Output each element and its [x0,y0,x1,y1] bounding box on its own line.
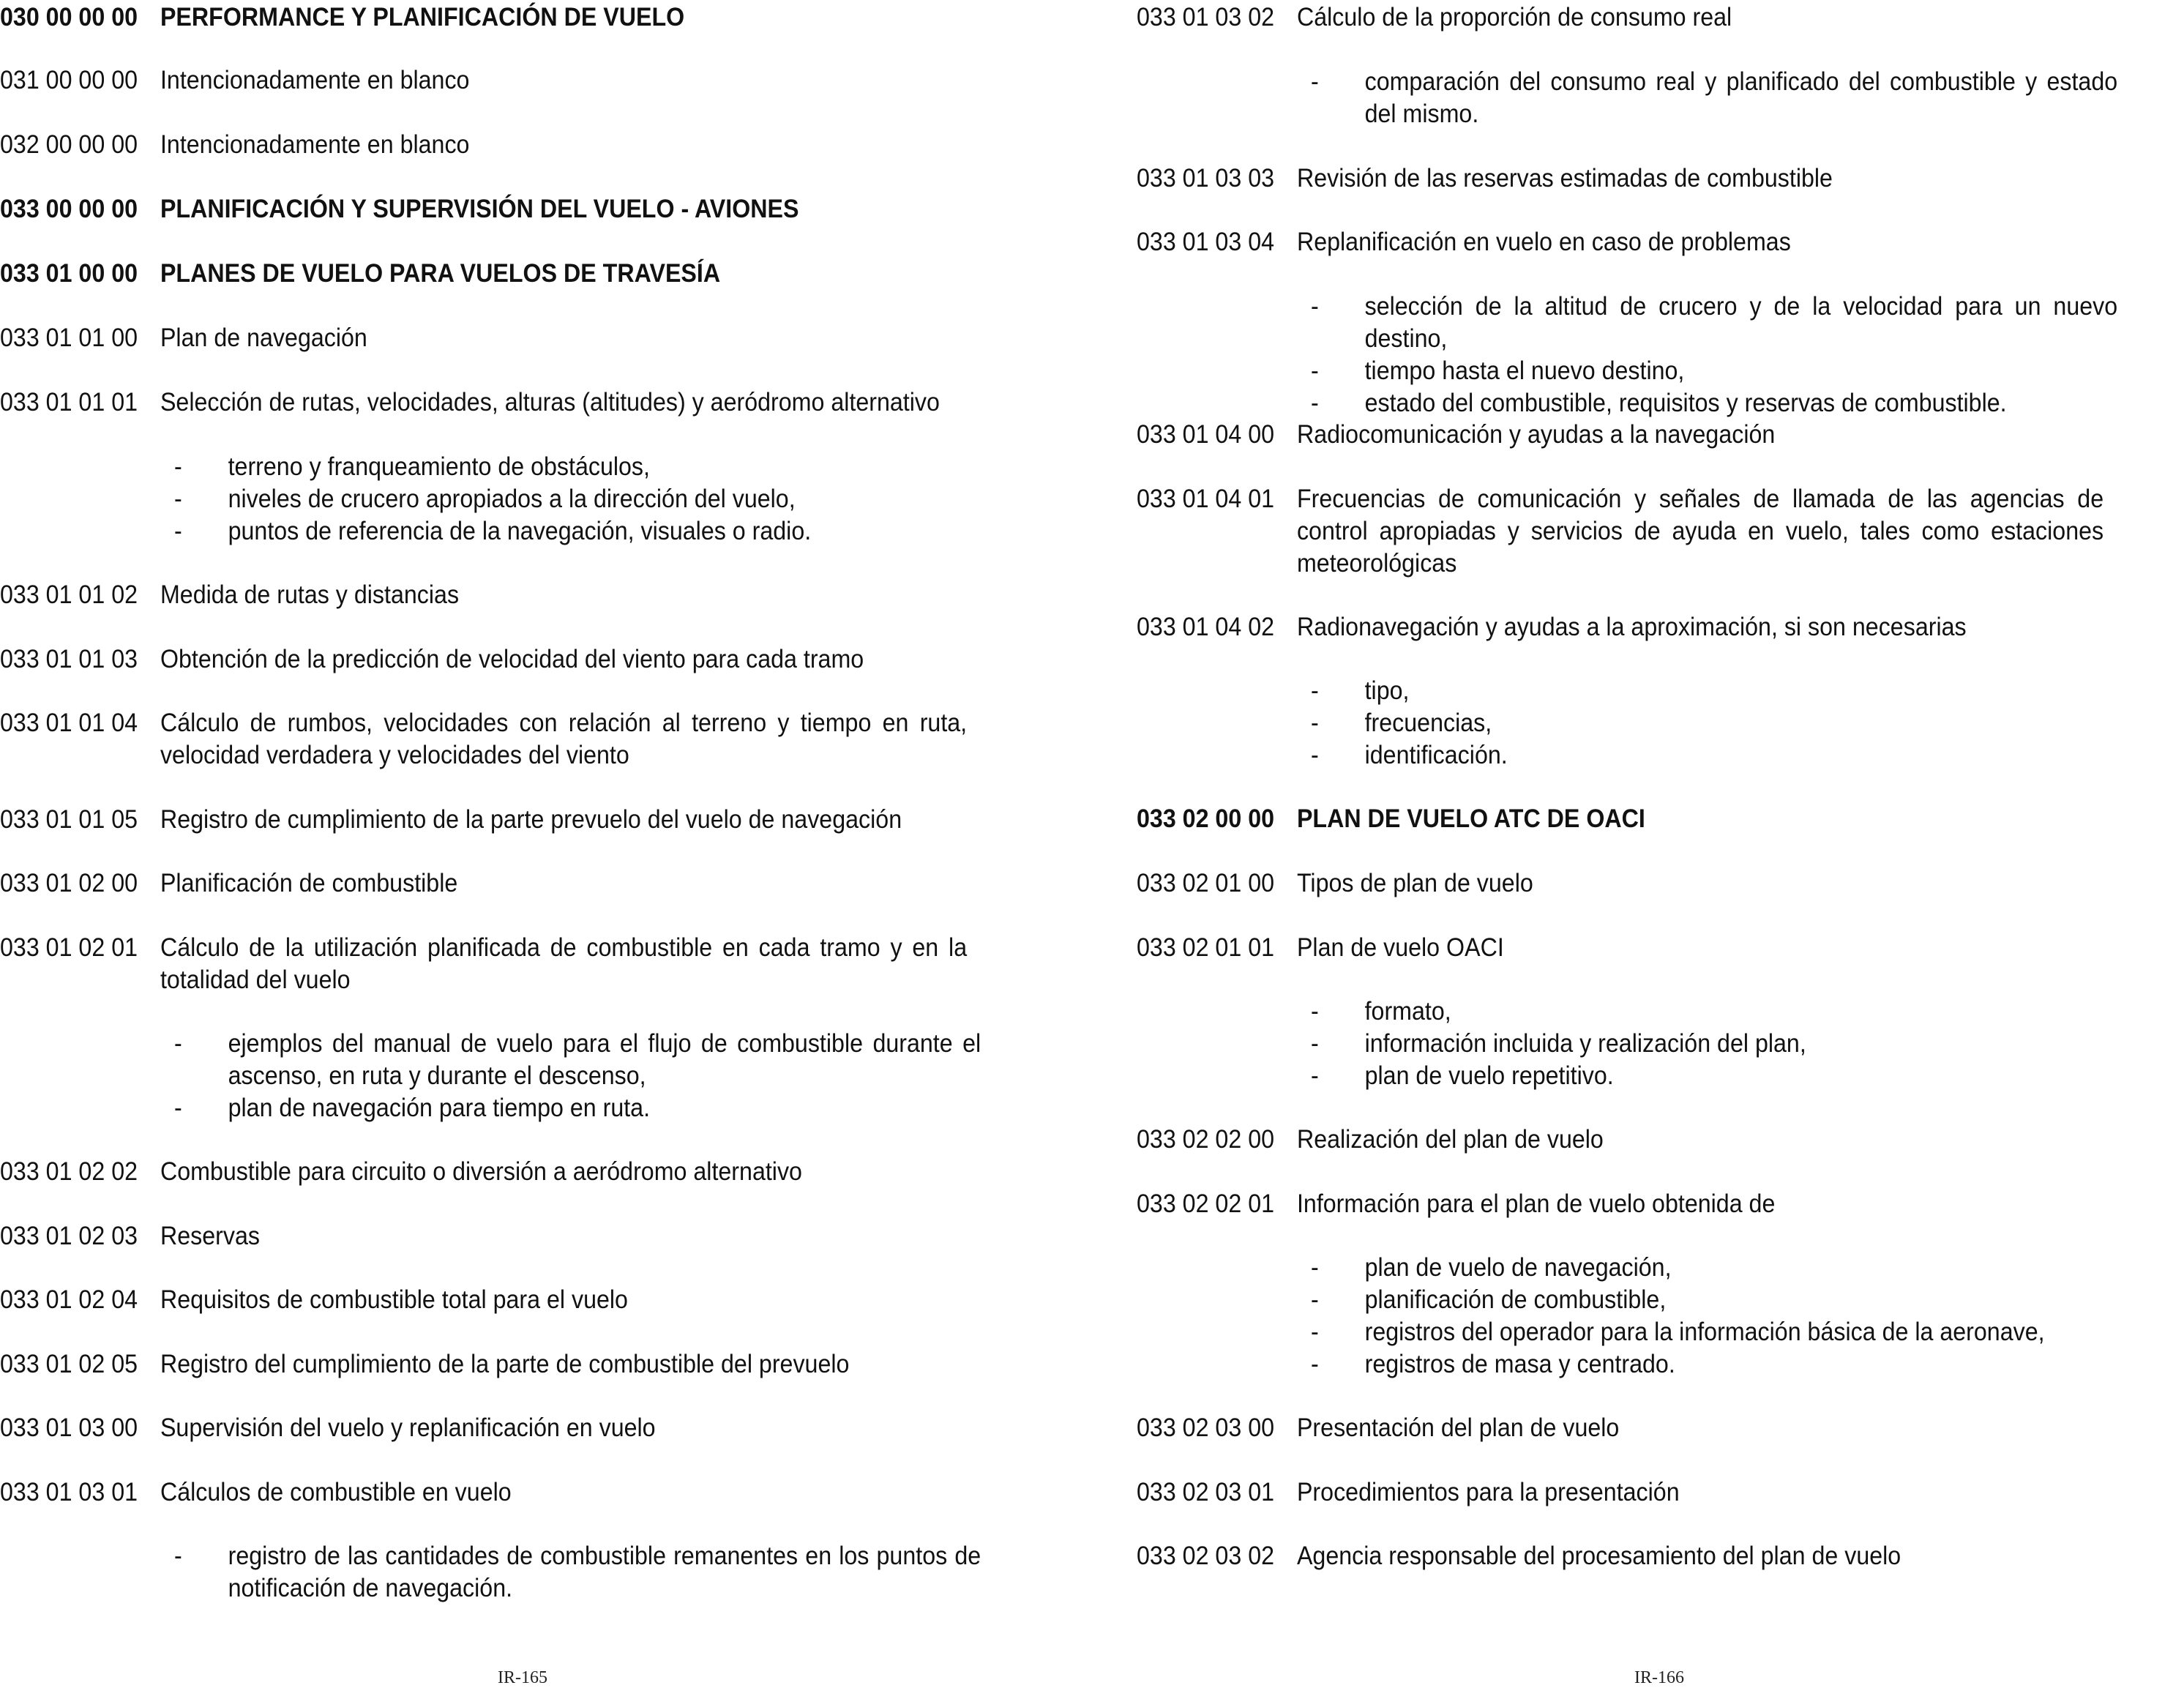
entry-code: 033 01 00 00 [0,259,138,288]
entry-code: 033 02 00 00 [1137,804,1275,833]
syllabus-entry [0,1476,970,1509]
left-page [0,0,1054,1688]
entry-title: PLANIFICACIÓN Y SUPERVISIÓN DEL VUELO - AVIONES [160,195,799,223]
entry-code: 033 01 01 03 [0,645,138,673]
bullet-list [1311,66,2118,130]
list-item: - comparación del consumo real y planificado del combustible y estado del mismo. [1311,67,2118,128]
syllabus-entry [0,193,970,225]
entry-title: Procedimientos para la presentación [1296,1478,1680,1506]
syllabus-entry [1137,1412,2101,1444]
entry-code: 033 01 03 01 [0,1478,138,1506]
entry-code: 033 01 02 05 [0,1350,138,1378]
entry-code: 033 02 02 01 [1137,1190,1275,1218]
list-item: - plan de navegación para tiempo en ruta. [174,1094,651,1122]
entry-code: 033 01 01 01 [0,388,138,417]
entry-title: Planificación de combustible [160,869,458,897]
entry-code: 033 01 02 02 [0,1157,138,1186]
right-page [1137,0,2184,1688]
entry-code: 033 02 01 01 [1137,933,1275,962]
syllabus-entry [1137,1476,2101,1509]
syllabus-entry [1137,867,2101,900]
entry-code: 032 00 00 00 [0,130,138,159]
page-number: IR-166 [1634,1668,1684,1687]
entry-title: Replanificación en vuelo en caso de problemas [1296,228,1791,256]
syllabus-entry [1137,803,2101,835]
syllabus-entry [0,1156,970,1188]
syllabus-entry [0,386,970,419]
bullet-list [174,1540,984,1605]
list-item: - registros de masa y centrado. [1311,1350,1675,1378]
entry-code: 033 01 04 02 [1137,613,1275,641]
entry-code: 033 01 03 04 [1137,228,1275,256]
syllabus-entry [0,867,970,900]
page-number: IR-165 [498,1668,547,1687]
syllabus-entry [0,64,970,97]
list-item: - estado del combustible, requisitos y reservas de combustible. [1311,389,2007,417]
list-item: - registro de las cantidades de combustible remanentes en los puntos de notificación de navegación. [174,1542,981,1602]
entry-title: PERFORMANCE Y PLANIFICACIÓN DE VUELO [160,3,685,31]
entry-title: Radiocomunicación y ayudas a la navegación [1296,420,1776,449]
entry-code: 033 02 02 00 [1137,1125,1275,1154]
syllabus-entry [1137,226,2101,258]
entry-title: Combustible para circuito o diversión a aeródromo alternativo [160,1157,802,1186]
list-item: - tipo, [1311,676,1410,705]
syllabus-entry [0,1,970,34]
list-item: - planificación de combustible, [1311,1285,1667,1314]
entry-title: Radionavegación y ayudas a la aproximación, si son necesarias [1296,613,1967,641]
list-item: - información incluida y realización del plan, [1311,1029,1806,1058]
list-item: - selección de la altitud de crucero y de la velocidad para un nuevo destino, [1311,292,2118,353]
entry-title: Cálculo de la utilización planificada de combustible en cada tramo y en la totalidad del vuelo [160,933,968,994]
entry-title: PLANES DE VUELO PARA VUELOS DE TRAVESÍA [160,259,721,288]
bullet-list [1311,675,2114,772]
entry-title: PLAN DE VUELO ATC DE OACI [1296,804,1645,833]
syllabus-entry [0,1284,970,1316]
entry-title: Intencionadamente en blanco [160,130,470,159]
entry-title: Presentación del plan de vuelo [1296,1413,1620,1442]
entry-title: Plan de navegación [160,324,367,352]
entry-title: Realización del plan de vuelo [1296,1125,1604,1154]
entry-title: Frecuencias de comunicación y señales de llamada de las agencias de control apropiadas y servicios de ayuda en vuelo, tales como estaciones meteorológicas [1296,485,2104,578]
syllabus-entry [1137,419,2101,451]
syllabus-entry [0,1220,970,1252]
entry-code: 033 01 02 01 [0,933,138,962]
entry-code: 033 02 03 00 [1137,1413,1275,1442]
list-item: - registros del operador para la información básica de la aeronave, [1311,1318,2045,1346]
entry-title: Revisión de las reservas estimadas de combustible [1296,164,1833,193]
entry-code: 033 01 02 00 [0,869,138,897]
entry-title: Supervisión del vuelo y replanificación en vuelo [160,1413,656,1442]
entry-title: Requisitos de combustible total para el vuelo [160,1285,628,1314]
entry-title: Selección de rutas, velocidades, alturas (altitudes) y aeródromo alternativo [160,388,940,417]
list-item: - ejemplos del manual de vuelo para el flujo de combustible durante el ascenso, en ruta y durante el descenso, [174,1029,981,1090]
syllabus-entry [1137,1188,2101,1220]
syllabus-entry [1137,163,2101,195]
entry-code: 033 01 02 04 [0,1285,138,1314]
entry-code: 030 00 00 00 [0,3,138,31]
syllabus-entry [0,322,970,354]
entry-title: Medida de rutas y distancias [160,580,460,609]
entry-code: 033 01 01 05 [0,805,138,834]
entry-code: 033 01 03 03 [1137,164,1275,193]
entry-title: Agencia responsable del procesamiento del plan de vuelo [1296,1542,1901,1570]
entry-code: 033 01 01 00 [0,324,138,352]
entry-code: 033 01 02 03 [0,1222,138,1250]
bullet-list [174,1028,984,1124]
syllabus-entry [1137,1540,2101,1572]
entry-title: Información para el plan de vuelo obtenida de [1296,1190,1776,1218]
bullet-list [1311,291,2118,419]
syllabus-entry [0,1412,970,1444]
entry-code: 033 02 03 02 [1137,1542,1275,1570]
entry-code: 033 01 01 02 [0,580,138,609]
bullet-list [1311,996,2114,1092]
entry-title: Intencionadamente en blanco [160,66,470,94]
list-item: - terreno y franqueamiento de obstáculos, [174,452,650,481]
entry-code: 033 02 01 00 [1137,869,1275,897]
list-item: - formato, [1311,997,1451,1026]
entry-title: Obtención de la predicción de velocidad del viento para cada tramo [160,645,864,673]
entry-title: Cálculos de combustible en vuelo [160,1478,512,1506]
entry-code: 031 00 00 00 [0,66,138,94]
syllabus-entry [1137,932,2101,964]
entry-code: 033 01 04 01 [1137,485,1275,513]
syllabus-entry [0,579,970,611]
entry-title: Reservas [160,1222,260,1250]
bullet-list [174,451,984,548]
bullet-list [1311,1252,2114,1381]
entry-code: 033 00 00 00 [0,195,138,223]
entry-title: Cálculo de rumbos, velocidades con relación al terreno y tiempo en ruta, velocidad verdadera y velocidades del viento [160,709,968,769]
list-item: - plan de vuelo de navegación, [1311,1253,1672,1282]
entry-code: 033 01 04 00 [1137,420,1275,449]
entry-code: 033 01 01 04 [0,709,138,737]
entry-code: 033 01 03 02 [1137,3,1275,31]
list-item: - niveles de crucero apropiados a la dirección del vuelo, [174,485,796,513]
entry-title: Tipos de plan de vuelo [1296,869,1533,897]
syllabus-entry [0,129,970,161]
entry-title: Plan de vuelo OACI [1296,933,1504,962]
entry-title: Registro de cumplimiento de la parte prevuelo del vuelo de navegación [160,805,902,834]
syllabus-entry [0,707,970,772]
entry-code: 033 01 03 00 [0,1413,138,1442]
list-item: - identificación. [1311,741,1508,769]
entry-title: Registro del cumplimiento de la parte de combustible del prevuelo [160,1350,850,1378]
syllabus-entry [0,643,970,676]
syllabus-entry [0,258,970,290]
list-item: - plan de vuelo repetitivo. [1311,1061,1614,1090]
list-item: - puntos de referencia de la navegación, visuales o radio. [174,517,812,545]
syllabus-entry [1137,1,2101,34]
syllabus-entry [1137,1124,2101,1156]
syllabus-entry [1137,611,2101,643]
entry-title: Cálculo de la proporción de consumo real [1296,3,1732,31]
list-item: - tiempo hasta el nuevo destino, [1311,356,1685,385]
syllabus-entry [1137,483,2104,580]
syllabus-entry [0,1348,970,1381]
syllabus-entry [0,804,970,836]
entry-code: 033 02 03 01 [1137,1478,1275,1506]
syllabus-entry [0,932,970,996]
list-item: - frecuencias, [1311,709,1492,737]
